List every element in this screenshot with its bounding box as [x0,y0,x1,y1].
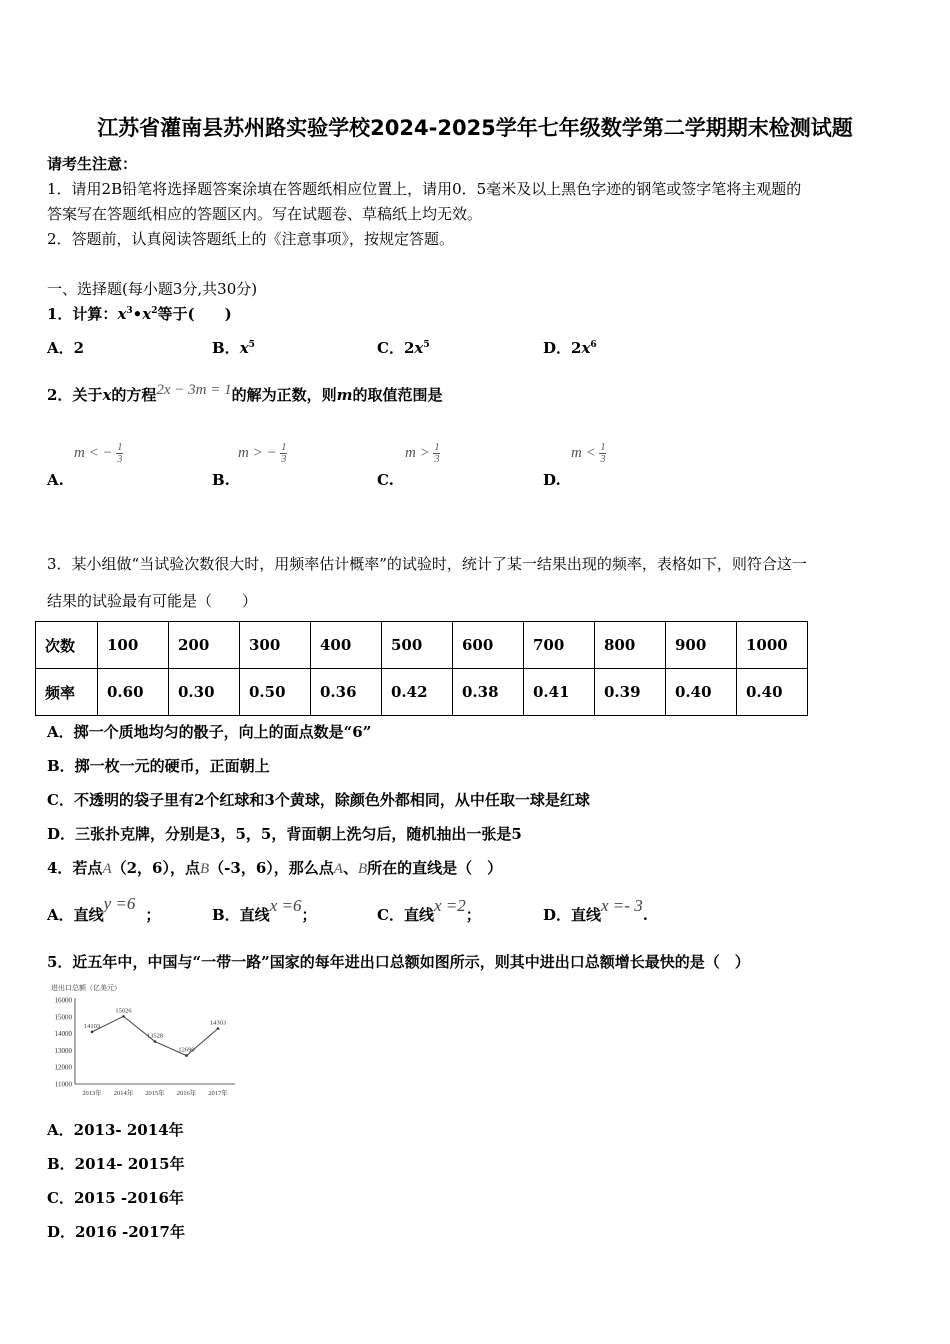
q4-option-d[interactable]: D．直线x =- 3. [543,896,648,924]
table-cell: 600 [453,622,524,669]
question-2: 2．关于x的方程2x − 3m = 1的解为正数，则m的取值范围是 [47,382,443,404]
table-cell: 0.36 [311,669,382,716]
q2-expr-b: m > − $\frac{1}{3}$ [238,442,287,465]
y-tick-label: 15000 [54,1013,72,1022]
table-cell: 1000 [737,622,808,669]
q2-expr-d: m < $\frac{1}{3}$ [571,442,606,465]
q3-option-d[interactable]: D．三张扑克牌，分别是3，5，5，背面朝上洗匀后，随机抽出一张是5 [47,825,522,843]
notice-line-1a: 1．请用2B铅笔将选择题答案涂填在答题纸相应位置上，请用0．5毫米及以上黑色字迹的钢笔或签字笔将主观题的 [47,180,802,198]
notice-line-2: 2．答题前，认真阅读答题纸上的《注意事项》，按规定答题。 [47,230,455,248]
table-cell: 0.42 [382,669,453,716]
q3-line-1: 3．某小组做“当试验次数很大时，用频率估计概率”的试验时，统计了某一结果出现的频率，表格如下，则符合这一 [47,555,807,573]
data-label: 14103 [83,1022,101,1030]
data-point [91,1031,94,1034]
equation: 2x − 3m = 1 [156,382,232,398]
data-label: 13528 [146,1032,164,1040]
q3-option-b[interactable]: B．掷一枚一元的硬币，正面朝上 [47,757,270,775]
q1-option-c[interactable]: C．$2x^5$ [377,339,430,357]
data-label: 14303 [209,1019,227,1027]
table-cell: 700 [524,622,595,669]
question-5: 5．近五年中，中国与“一带一路”国家的每年进出口总额如图所示，则其中进出口总额增长最快的是（ ） [47,953,750,971]
notice-heading: 请考生注意： [47,155,138,173]
x-tick-label: 2014年 [113,1090,134,1097]
y-tick-label: 16000 [54,996,72,1005]
q2-expr-a: m < − $\frac{1}{3}$ [74,442,123,465]
chart-title: 进出口总额（亿美元） [51,984,121,992]
q2-option-b[interactable]: B. [212,471,230,489]
q1-option-a[interactable]: A．2 [47,339,85,357]
x-tick-label: 2013年 [82,1090,102,1097]
q2-option-a[interactable]: A. [47,471,64,489]
frequency-table [35,621,808,716]
x-tick-label: 2017年 [208,1090,228,1097]
table-cell: 800 [595,622,666,669]
table-cell: 0.39 [595,669,666,716]
q5-option-a[interactable]: A．2013- 2014年 [47,1121,184,1139]
q1-option-b[interactable]: B．$x^5$ [212,339,255,357]
data-point [122,1015,125,1018]
table-cell: 100 [98,622,169,669]
question-1: 1．计算：$x^3•x^2$等于( ) [47,305,232,323]
q4-option-b[interactable]: B．直线x =6； [212,896,317,924]
q5-option-c[interactable]: C．2015 -2016年 [47,1189,184,1207]
x-tick-label: 2015年 [145,1090,165,1097]
notice-line-1b: 答案写在答题纸相应的答题区内。写在试题卷、草稿纸上均无效。 [47,205,483,223]
y-tick-label: 14000 [54,1030,72,1039]
q2-option-c[interactable]: C. [377,471,394,489]
q3-line-2: 结果的试验最有可能是（ ） [47,592,258,610]
q3-option-c[interactable]: C．不透明的袋子里有2个红球和3个黄球，除颜色外都相同，从中任取一球是红球 [47,791,590,809]
data-label: 12690 [178,1046,195,1054]
y-tick-label: 11000 [54,1080,72,1089]
q1-option-d[interactable]: D．$2x^6$ [543,339,597,357]
q4-option-a[interactable]: A．直线y =6； [47,894,161,924]
data-point [154,1040,157,1043]
table-cell: 300 [240,622,311,669]
table-row [36,622,808,669]
x-tick-label: 2016年 [176,1090,197,1097]
data-point [185,1054,188,1057]
page-title: 江苏省灌南县苏州路实验学校2024-2025学年七年级数学第二学期期末检测试题 [97,116,853,140]
q5-option-b[interactable]: B．2014- 2015年 [47,1155,185,1173]
q2-expr-c: m > $\frac{1}{3}$ [405,442,440,465]
data-label: 15026 [115,1007,132,1015]
y-tick-label: 13000 [54,1046,72,1055]
table-cell: 0.40 [666,669,737,716]
table-cell: 500 [382,622,453,669]
table-cell: 200 [169,622,240,669]
trade-line-chart [45,980,240,1102]
q5-option-d[interactable]: D．2016 -2017年 [47,1223,185,1241]
section-heading: 一、选择题(每小题3分,共30分) [47,280,258,298]
q2-option-d[interactable]: D. [543,471,561,489]
table-cell: 0.41 [524,669,595,716]
question-4: 4．若点A（2，6），点B（-3，6），那么点A、B所在的直线是（ ） [47,859,503,877]
q3-option-a[interactable]: A．掷一个质地均匀的骰子，向上的面点数是“6” [47,723,372,741]
q4-option-c[interactable]: C．直线x =2； [377,896,481,924]
data-point [217,1027,220,1030]
table-cell: 0.50 [240,669,311,716]
table-cell: 0.40 [737,669,808,716]
table-cell: 0.60 [98,669,169,716]
table-cell: 900 [666,622,737,669]
table-cell: 次数 [36,622,98,669]
table-row [36,669,808,716]
table-cell: 0.30 [169,669,240,716]
table-cell: 400 [311,622,382,669]
table-cell: 频率 [36,669,98,716]
y-tick-label: 12000 [54,1063,72,1072]
table-cell: 0.38 [453,669,524,716]
